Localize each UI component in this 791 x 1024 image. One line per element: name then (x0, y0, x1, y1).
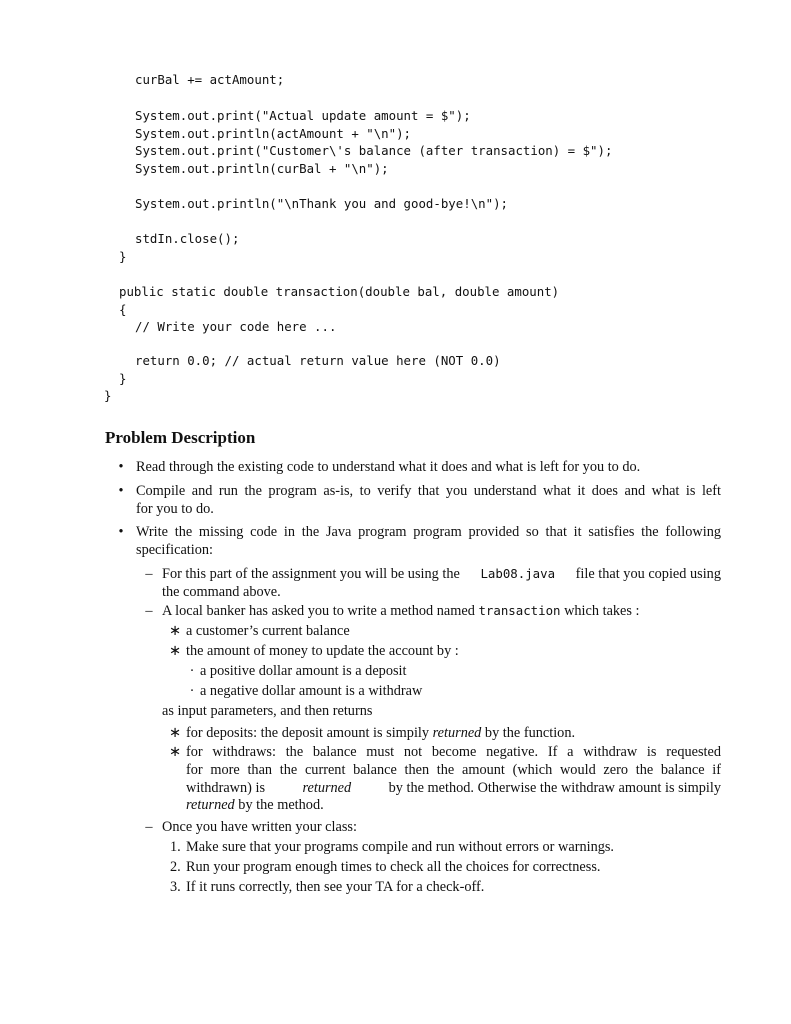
dot-marker: · (189, 683, 195, 699)
bullet-text: Read through the existing code to understand what it does and what is left for you to do. (136, 459, 641, 475)
dash-item-text (162, 565, 721, 583)
emphasis-text: returned (302, 780, 352, 796)
bullet-marker: • (118, 483, 124, 499)
text-span: which takes : (564, 603, 640, 619)
number-marker: 1. (170, 839, 181, 855)
star-item-text (186, 779, 721, 797)
numbered-item-text: If it runs correctly, then see your TA for a check-off. (186, 879, 485, 895)
dot-item-text: a negative dollar amount is a withdraw (200, 683, 423, 699)
bullet-marker: • (118, 459, 124, 475)
star-item-text: for withdraws: the balance must not become negative. If a withdraw is requested (186, 744, 721, 760)
bullet-marker: • (118, 524, 124, 540)
code-line: public static double transaction(double bal, double amount) (119, 284, 560, 299)
bullet-text: for you to do. (136, 501, 214, 517)
bullet-text: specification: (136, 542, 214, 558)
text-span: withdrawn) is (186, 780, 266, 796)
star-item-text (186, 724, 575, 742)
bullet-text: Write the missing code in the Java program program provided so that it satisfies the following (136, 524, 721, 540)
paragraph-text: as input parameters, and then returns (162, 703, 373, 719)
numbered-item-text: Run your program enough times to check all the choices for correctness. (186, 859, 601, 875)
dash-marker: – (145, 566, 153, 582)
code-line: System.out.println(actAmount + "\n"); (135, 126, 412, 141)
star-marker: ∗ (169, 744, 181, 760)
text-span: by the method. (238, 797, 324, 813)
code-line: System.out.println(curBal + "\n"); (135, 161, 389, 176)
star-marker: ∗ (169, 725, 181, 741)
star-item-text (186, 796, 324, 814)
code-line: stdIn.close(); (135, 231, 240, 246)
section-heading: Problem Description (105, 428, 256, 447)
number-marker: 2. (170, 859, 181, 875)
star-marker: ∗ (169, 643, 181, 659)
number-marker: 3. (170, 879, 181, 895)
numbered-item-text: Make sure that your programs compile and run without errors or warnings. (186, 839, 615, 855)
text-span: by the function. (484, 725, 576, 741)
dash-marker: – (145, 603, 153, 619)
text-span: A local banker has asked you to write a method named (162, 603, 475, 619)
filename-code: Lab08.java (480, 566, 556, 581)
bullet-text: Compile and run the program as-is, to verify that you understand what it does and what is left (136, 483, 721, 499)
text-span: For this part of the assignment you will be using the (162, 566, 460, 582)
code-line: curBal += actAmount; (135, 72, 285, 87)
text-span: file that you copied using (575, 566, 721, 582)
star-marker: ∗ (169, 623, 181, 639)
code-line: System.out.print("Customer\'s balance (after transaction) = $"); (135, 143, 613, 158)
emphasis-text: returned (432, 725, 482, 741)
emphasis-text: returned (186, 797, 235, 813)
code-line: System.out.println("\nThank you and good-bye!\n"); (135, 196, 508, 211)
dot-item-text: a positive dollar amount is a deposit (200, 663, 407, 679)
dash-item-text: the command above. (162, 584, 281, 600)
star-item-text: the amount of money to update the account by : (186, 643, 459, 659)
code-line: // Write your code here ... (135, 319, 337, 334)
dash-marker: – (145, 819, 153, 835)
code-line: return 0.0; // actual return value here (NOT 0.0) (135, 353, 501, 368)
star-item-text: a customer’s current balance (186, 623, 350, 639)
star-item-text: for more than the current balance then the amount (which would zero the balance if (186, 762, 721, 778)
method-name-code: transaction (478, 603, 561, 618)
code-line: } (119, 371, 127, 386)
dot-marker: · (189, 663, 195, 679)
code-line: } (104, 388, 112, 403)
dash-item-text (162, 602, 640, 620)
dash-item-text: Once you have written your class: (162, 819, 357, 835)
text-span: by the method. Otherwise the withdraw amount is simpily (388, 780, 721, 796)
code-line: { (119, 302, 127, 317)
text-span: for deposits: the deposit amount is simpily (186, 725, 430, 741)
code-line: } (119, 249, 127, 264)
code-line: System.out.print("Actual update amount = $"); (135, 108, 471, 123)
